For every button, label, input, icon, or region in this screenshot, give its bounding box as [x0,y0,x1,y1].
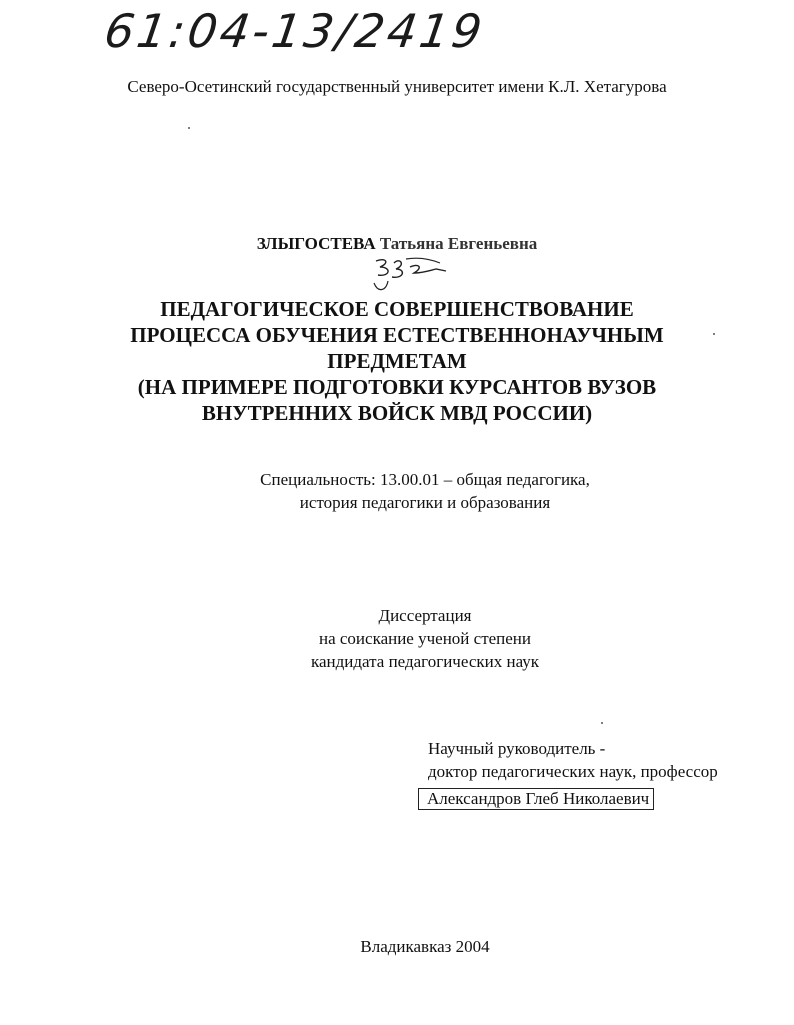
supervisor-name-box: Александров Глеб Николаевич [418,788,654,810]
scan-speck [713,333,715,335]
handwritten-catalog-code: 61:04-13/2419 [101,4,489,58]
specialty-line: история педагогики и образования [299,493,551,512]
degree-line: кандидата педагогических наук [310,652,540,671]
scan-speck [188,127,190,129]
title-line: ПЕДАГОГИЧЕСКОЕ СОВЕРШЕНСТВОВАНИЕ [160,297,634,321]
author-name [0,234,794,254]
degree-block [0,604,794,673]
signature-mark [366,253,456,299]
city-and-year: Владикавказ 2004 [360,937,490,956]
supervisor-role: Научный руководитель - [428,739,606,758]
title-line: ПРЕДМЕТАМ [327,349,467,373]
dissertation-title [40,296,754,426]
title-line: ВНУТРЕННИХ ВОЙСК МВД РОССИИ) [201,401,593,425]
degree-line: на соискание ученой степени [318,629,532,648]
author-given-names: Татьяна Евгеньевна [379,234,538,253]
specialty-block [0,468,794,514]
university-name: Северо-Осетинский государственный университет имени К.Л. Хетагурова [127,77,667,96]
title-line: (НА ПРИМЕРЕ ПОДГОТОВКИ КУРСАНТОВ ВУЗОВ [137,375,657,399]
title-line: ПРОЦЕССА ОБУЧЕНИЯ ЕСТЕСТВЕННОНАУЧНЫМ [130,323,664,347]
author-surname: ЗЛЫГОСТЕВА [256,234,376,253]
degree-line: Диссертация [378,606,472,625]
supervisor-degree: доктор педагогических наук, профессор [428,762,718,781]
specialty-line: Специальность: 13.00.01 – общая педагогика, [260,470,590,489]
scan-speck [601,722,603,724]
supervisor-block [428,737,718,810]
